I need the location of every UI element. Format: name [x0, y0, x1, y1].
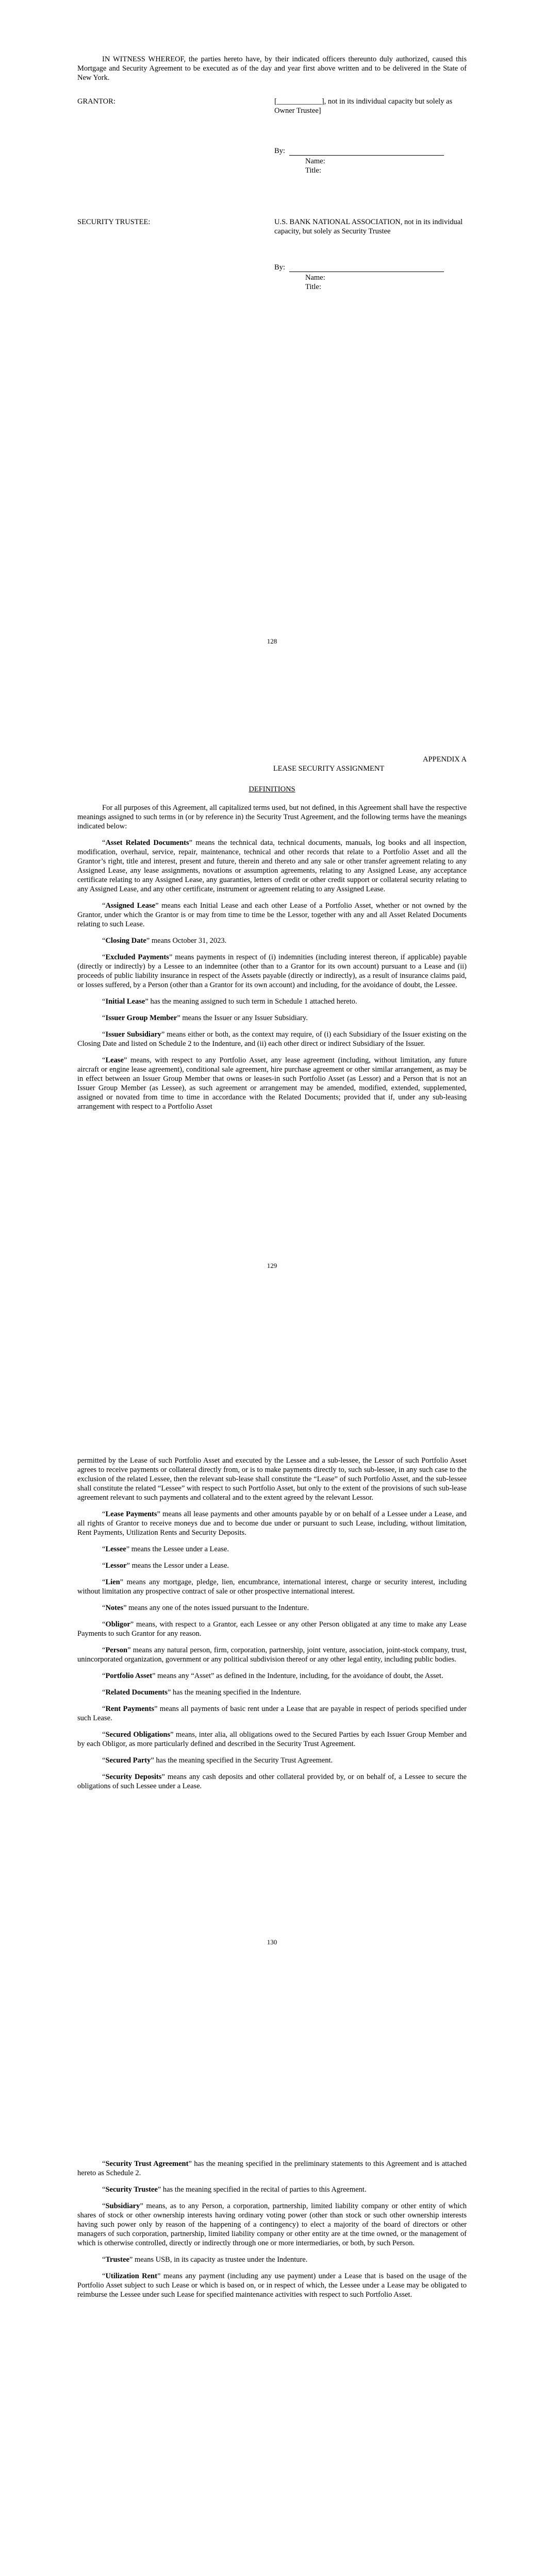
definition-term: Secured Party — [105, 1756, 151, 1765]
definition-term: Initial Lease — [105, 997, 145, 1006]
definitions-intro: For all purposes of this Agreement, all capitalized terms used, but not defined, in this Agreement shall have the respective meanings assigned to such terms in (or by reference in) the Security Trust Agreement, and the following terms have the meanings indicated below: — [77, 804, 467, 831]
definition-term: Lease — [105, 1056, 124, 1064]
definition-item: “Rent Payments” means all payments of basic rent under a Lease that are payable in respect of periods specified under such Lease. — [77, 1705, 467, 1722]
definition-item: “Portfolio Asset” means any “Asset” as defined in the Indenture, including, for the avoidance of doubt, the Asset. — [102, 1672, 443, 1680]
page-128 — [0, 0, 544, 703]
definition-item: “Asset Related Documents” means the technical data, technical documents, manuals, log books and all inspection, modification, overhaul, service, repair, maintenance, technical and other records that relate to a Portfolio Asset and all the Grantor’s right, title and interest, present and future, therein and thereto and any sale or other transfer agreement relating to any Assigned Lease, any lease assignments, novations or assumption agreements, relating to any Assigned Lease, any acceptance certificate relating to any Assigned Lease, any guaranties, letters of credit or other credit support or collateral security relating to any Assigned Lease, and any other certificate, instrument or agreement relating to any Assigned Lease. — [77, 839, 467, 893]
definition-item: “Related Documents” has the meaning specified in the Indenture. — [102, 1688, 302, 1697]
title-field: Title: — [305, 166, 321, 175]
definition-item: “Lessor” means the Lessor under a Lease. — [102, 1562, 229, 1570]
definition-text: means USB, in its capacity as trustee under the Indenture. — [134, 2256, 308, 2264]
definition-item: “Secured Party” has the meaning specified in the Security Trust Agreement. — [102, 1756, 333, 1765]
definition-text: has the meaning assigned to such term in Schedule 1 attached hereto. — [150, 997, 357, 1006]
appendix-title: LEASE SECURITY ASSIGNMENT — [273, 765, 385, 773]
page-130 — [0, 1406, 544, 2110]
definition-text: means October 31, 2023. — [151, 937, 227, 945]
definition-text: means any “Asset” as defined in the Indenture, including, for the avoidance of doubt, the Asset. — [157, 1672, 443, 1680]
definition-item: “Lien” means any mortgage, pledge, lien, encumbrance, international interest, charge or security interest, including without limitation any prospective contract of sale or other prospective international interest. — [77, 1578, 467, 1596]
name-field: Name: — [305, 274, 325, 282]
definition-item: “Excluded Payments” means payments in respect of (i) indemnities (including interest thereon, if applicable) payable (directly or indirectly) by a Lessee to an indemnitee (other than to a Grantor for its own account) pursuant to a Lease and (ii) proceeds of public liability insurance in respect of the Assets payable (directly or indirectly), as a result of insurance claims paid, or losses suffered, by a Person (other than a Grantor for its own account) and including, for the avoidance of doubt, the Lessee. — [77, 953, 467, 989]
definition-text: means payments in respect of (i) indemnities (including interest thereon, if applicable) payable (directly or indirectly) by a Lessee to an indemnitee (other than to a Grantor for its own account) pursuant to a Lease and (ii) proceeds of public liability insurance in respect of the Assets payable (directly or indirectly), as a result of insurance claims paid, or losses suffered, by a Person (other than a Grantor for its own account) and including, for the avoidance of doubt, the Lessee. — [77, 953, 467, 989]
grantor-party: [____________], not in its individual capacity but solely as Owner Trustee] — [274, 97, 453, 115]
definitions-page — [77, 1456, 467, 1798]
definition-term: Related Documents — [105, 1688, 168, 1697]
definition-term: Closing Date — [105, 937, 146, 945]
definition-text: means any mortgage, pledge, lien, encumbrance, international interest, charge or security interest, including without limitation any prospective contract of sale or other prospective international interest. — [77, 1578, 467, 1596]
definition-item: “Lessee” means the Lessee under a Lease. — [102, 1545, 229, 1553]
signature-line — [289, 264, 444, 272]
definitions-list — [77, 2159, 467, 2299]
definition-term: Notes — [105, 1604, 124, 1612]
definition-text: means, inter alia, all obligations owed to the Secured Parties by each Issuer Group Member and by each Obligor, as more particularly defined and described in the Security Trust Agreement. — [77, 1731, 467, 1748]
grantor-signatory — [274, 157, 467, 175]
definitions-list — [77, 1510, 467, 1791]
title-field: Title: — [305, 283, 321, 291]
definition-item: “Trustee” means USB, in its capacity as trustee under the Indenture. — [102, 2256, 308, 2264]
definitions-list — [77, 838, 467, 1111]
grantor-signature-line — [274, 146, 467, 156]
definition-text: means all payments of basic rent under a Lease that are payable in respect of periods specified under such Lease. — [77, 1705, 467, 1722]
name-field: Name: — [305, 157, 325, 165]
definition-item: “Security Trust Agreement” has the meaning specified in the preliminary statements to this Agreement and is attached hereto as Schedule 2. — [77, 2160, 467, 2177]
definition-text: has the meaning specified in the Security Trust Agreement. — [156, 1756, 333, 1765]
definition-text: means each Initial Lease and each other Lease of a Portfolio Asset, whether or not owned by the Grantor, under which the Grantor is or may from time to time be the Lessor, together with any and all Asset Related Documents relating to such Lease. — [77, 902, 467, 928]
definition-item: “Security Deposits” means any cash deposits and other collateral provided by, or on behalf of, a Lessee to secure the obligations of such Lessee under a Lease. — [77, 1773, 467, 1790]
definition-term: Asset Related Documents — [105, 839, 189, 847]
signature-line — [289, 148, 444, 156]
definition-text: has the meaning specified in the Indenture. — [172, 1688, 302, 1697]
definition-text: means the Lessee under a Lease. — [131, 1545, 229, 1553]
definition-term: Issuer Subsidiary — [105, 1030, 161, 1039]
grantor-block — [77, 97, 467, 126]
definition-text: has the meaning specified in the recital of parties to this Agreement. — [162, 2185, 367, 2194]
page-number: 128 — [267, 637, 277, 645]
definitions-title: DEFINITIONS — [249, 785, 295, 793]
definition-item: “Issuer Subsidiary” means either or both, as the context may require, of (i) each Subsidiary of the Issuer existing on the Closing Date and listed on Schedule 2 to the Indenture, and (ii) each other direct or indirect Subsidiary of the Issuer. — [77, 1030, 467, 1048]
appendix-page — [77, 755, 467, 1118]
definition-item: “Obligor” means, with respect to a Grantor, each Lessee or any other Person obligated at any time to make any Lease Payments to such Grantor for any reason. — [77, 1620, 467, 1638]
definition-item: “Assigned Lease” means each Initial Lease and each other Lease of a Portfolio Asset, whether or not owned by the Grantor, under which the Grantor is or may from time to time be the Lessor, together with any and all Asset Related Documents relating to such Lease. — [77, 902, 467, 928]
definition-text: means the technical data, technical documents, manuals, log books and all inspection, modification, overhaul, service, repair, maintenance, technical and other records that relate to a Portfolio Asset and all the Grantor’s right, title and interest, present and future, therein and thereto and any sale or other transfer agreement relating to any Assigned Lease, any lease assignments, novations or assumption agreements, relating to any Assigned Lease, any acceptance certificate relating to any Assigned Lease, any guaranties, letters of credit or other credit support or collateral security relating to any Assigned Lease, and any other certificate, instrument or agreement relating to any Assigned Lease. — [77, 839, 467, 893]
page-number: 129 — [267, 1262, 277, 1269]
trustee-block — [77, 217, 467, 246]
definition-text: means the Issuer or any Issuer Subsidiary. — [182, 1014, 308, 1022]
definition-item: “Person” means any natural person, firm, corporation, partnership, joint venture, association, joint-stock company, trust, unincorporated organization, government or any political subdivision thereof or any other legal entity, including public bodies. — [77, 1646, 467, 1664]
definition-item: “Subsidiary” means, as to any Person, a corporation, partnership, limited liability company or other entity of which shares of stock or other ownership interests having ordinary voting power (other than stock or such other ownership interests having such power only by reason of the happening of a contingency) to elect a majority of the board of directors or other managers of such corporation, partnership, limited liability company or other entity are at the time owned, or the management of which is otherwise controlled, directly or indirectly through one or more intermediaries, or both, by such Person. — [77, 2202, 467, 2247]
definitions-page — [77, 2159, 467, 2307]
definition-term: Lease Payments — [105, 1510, 157, 1518]
definition-item: “Utilization Rent” means any payment (including any use payment) under a Lease that is based on the usage of the Portfolio Asset subject to such Lease or which is based on, or in respect of which, the Lessee under a Lease may be obligated to reimburse the Lessee under such Lease for specified maintenance activities with respect to such Portfolio Asset. — [77, 2272, 467, 2299]
definition-term: Assigned Lease — [105, 902, 156, 910]
trustee-label: SECURITY TRUSTEE: — [77, 218, 151, 226]
definition-text: means the Lessor under a Lease. — [131, 1562, 229, 1570]
page-131 — [0, 2110, 544, 2576]
definition-text: means any payment (including any use payment) under a Lease that is based on the usage of the Portfolio Asset subject to such Lease or which is based on, or in respect of which, the Lessee under a Lease may be obligated to reimburse the Lessee under such Lease for specified maintenance activities with respect to such Portfolio Asset. — [77, 2272, 467, 2299]
definition-item: “Notes” means any one of the notes issued pursuant to the Indenture. — [102, 1604, 309, 1612]
definition-term: Lien — [105, 1578, 120, 1586]
definition-item: “Secured Obligations” means, inter alia, all obligations owed to the Secured Parties by each Issuer Group Member and by each Obligor, as more particularly defined and described in the Security Trust Agreement. — [77, 1731, 467, 1748]
trustee-signatory — [274, 273, 467, 292]
definition-item: “Initial Lease” has the meaning assigned to such term in Schedule 1 attached hereto. — [102, 997, 357, 1006]
appendix-label: APPENDIX A — [423, 755, 467, 764]
continuation-paragraph: permitted by the Lease of such Portfolio Asset and executed by the Lessee and a sub-lessee, the Lessor of such Portfolio Asset agrees to receive payments or collateral directly from, or is to make payments directly to, such sub-lessee, in any such case to the exclusion of the related Lessee, then the relevant sub-lease shall constitute the “Lease” of such Portfolio Asset, and the sub-lessee shall constitute the related “Lessee” with respect to such Portfolio Asset, but only to the extent of the provisions of such sub-lease agreement relevant to such payments and collateral and to the extent agreed by the relevant Lessor. — [77, 1456, 467, 1502]
definition-term: Security Trustee — [105, 2185, 158, 2194]
definition-term: Lessee — [105, 1545, 126, 1553]
definition-term: Rent Payments — [105, 1705, 154, 1713]
grantor-label: GRANTOR: — [77, 97, 116, 106]
definition-text: means, with respect to any Portfolio Asset, any lease agreement (including, without limitation, any future aircraft or engine lease agreement), conditional sale agreement, hire purchase agreement or other similar arrangement, as may be in effect between an Issuer Group Member that owns or leases-in such Portfolio Asset (as Lessor) and a Person that is not an Issuer Group Member (as Lessee), as such agreement or arrangement may be amended, modified, extended, supplemented, assigned or novated from time to time in accordance with the Related Documents; provided that if, under any sub-leasing arrangement with respect to a Portfolio Asset — [77, 1056, 467, 1111]
definition-term: Security Deposits — [105, 1773, 162, 1781]
definition-term: Security Trust Agreement — [105, 2160, 189, 2168]
definition-term: Secured Obligations — [105, 1731, 171, 1739]
by-label: By: — [274, 147, 285, 155]
definition-term: Portfolio Asset — [105, 1672, 153, 1680]
definition-text: has the meaning specified in the preliminary statements to this Agreement and is attached hereto as Schedule 2. — [77, 2160, 467, 2177]
definition-term: Person — [105, 1646, 128, 1654]
definition-term: Subsidiary — [105, 2202, 140, 2210]
definition-text: means all lease payments and other amounts payable by or on behalf of a Lessee under a Lease, and all rights of Grantor to receive moneys due and to become due under or pursuant to such Lease, including, without limitation, Rent Payments, Utilization Rents and Security Deposits. — [77, 1510, 467, 1537]
definition-item: “Closing Date” means October 31, 2023. — [102, 937, 227, 945]
definition-item: “Lease Payments” means all lease payments and other amounts payable by or on behalf of a Lessee under a Lease, and all rights of Grantor to receive moneys due and to become due under or pursuant to such Lease, including, without limitation, Rent Payments, Utilization Rents and Security Deposits. — [77, 1510, 467, 1537]
by-label: By: — [274, 263, 285, 272]
trustee-party: U.S. BANK NATIONAL ASSOCIATION, not in its individual capacity, but solely as Security Trustee — [274, 218, 463, 235]
trustee-signature-line — [274, 263, 467, 272]
definition-term: Lessor — [105, 1562, 127, 1570]
definition-term: Obligor — [105, 1620, 130, 1629]
definition-item: “Lease” means, with respect to any Portfolio Asset, any lease agreement (including, without limitation, any future aircraft or engine lease agreement), conditional sale agreement, hire purchase agreement or other similar arrangement, as may be in effect between an Issuer Group Member that owns or leases-in such Portfolio Asset (as Lessor) and a Person that is not an Issuer Group Member (as Lessee), as such agreement or arrangement may be amended, modified, extended, supplemented, assigned or novated from time to time in accordance with the Related Documents; provided that if, under any sub-leasing arrangement with respect to a Portfolio Asset — [77, 1056, 467, 1111]
definition-term: Utilization Rent — [105, 2272, 157, 2280]
definition-text: means, as to any Person, a corporation, partnership, limited liability company or other entity of which shares of stock or other ownership interests having ordinary voting power (other than stock or such other ownership interests having such power only by reason of the happening of a contingency) to elect a majority of the board of directors or other managers of such corporation, partnership, limited liability company or other entity are at the time owned, or the management of which is otherwise controlled, directly or indirectly through one or more intermediaries, or both, by such Person. — [77, 2202, 467, 2247]
signature-page — [77, 55, 467, 292]
definition-text: means any one of the notes issued pursuant to the Indenture. — [128, 1604, 309, 1612]
definition-text: means, with respect to a Grantor, each Lessee or any other Person obligated at any time to make any Lease Payments to such Grantor for any reason. — [77, 1620, 467, 1638]
definition-term: Trustee — [105, 2256, 129, 2264]
witness-paragraph: IN WITNESS WHEREOF, the parties hereto have, by their indicated officers thereunto duly authorized, caused this Mortgage and Security Agreement to be executed as of the day and year first above written and to be delivered in the State of New York. — [77, 55, 467, 82]
definition-item: “Security Trustee” has the meaning specified in the recital of parties to this Agreement. — [102, 2185, 367, 2194]
page-number: 130 — [267, 1938, 277, 1946]
definition-text: means any cash deposits and other collateral provided by, or on behalf of, a Lessee to secure the obligations of such Lessee under a Lease. — [77, 1773, 467, 1790]
page-129 — [0, 703, 544, 1406]
definition-text: means either or both, as the context may require, of (i) each Subsidiary of the Issuer existing on the Closing Date and listed on Schedule 2 to the Indenture, and (ii) each other direct or indirect Subsidiary of the Issuer. — [77, 1030, 467, 1048]
definition-term: Excluded Payments — [105, 953, 169, 961]
definition-text: means any natural person, firm, corporation, partnership, joint venture, association, joint-stock company, trust, unincorporated organization, government or any political subdivision thereof or any other legal entity, including public bodies. — [77, 1646, 467, 1664]
definition-term: Issuer Group Member — [105, 1014, 177, 1022]
definition-item: “Issuer Group Member” means the Issuer or any Issuer Subsidiary. — [102, 1014, 308, 1022]
